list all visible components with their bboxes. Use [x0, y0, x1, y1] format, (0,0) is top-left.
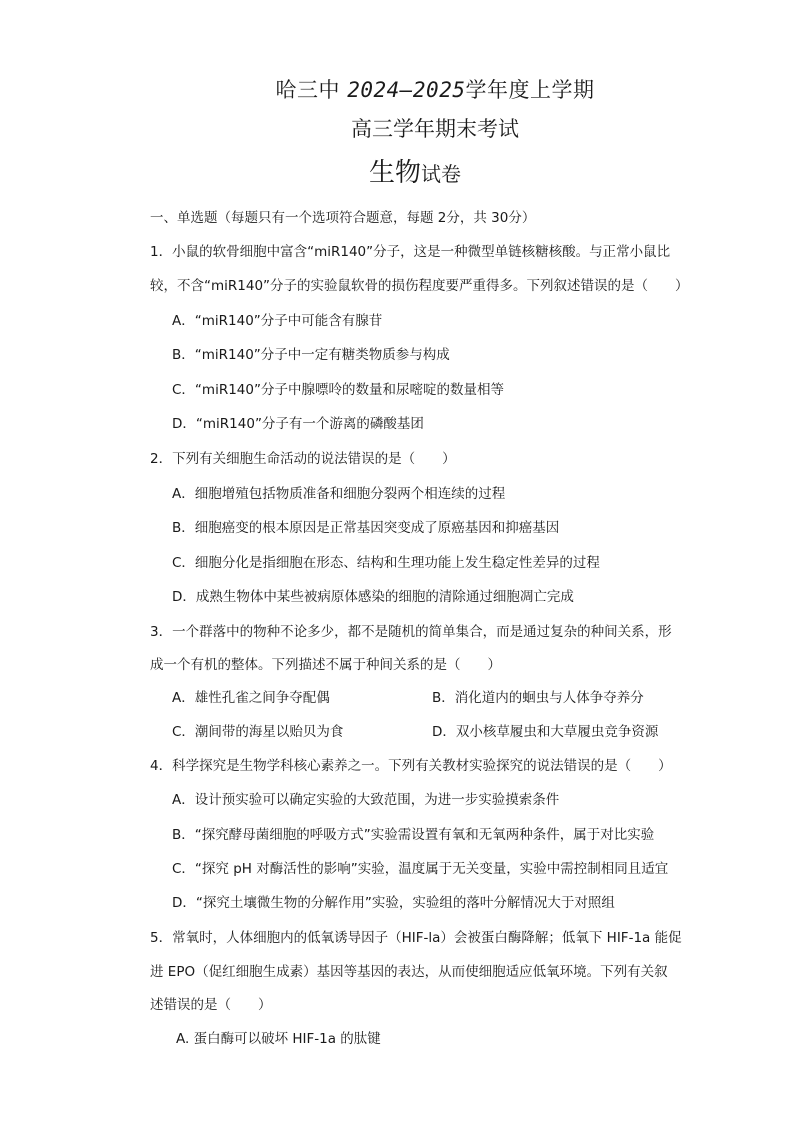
- question-5-stem-line2: 进 EPO（促红细胞生成素）基因等基因的表达，从而使细胞适应低氧环境。下列有关叙: [150, 964, 668, 980]
- question-1-option-d: D．“miR140”分子有一个游离的磷酸基团: [172, 416, 424, 432]
- question-2-option-a: A．细胞增殖包括物质准备和细胞分裂两个相连续的过程: [172, 486, 506, 502]
- question-5-stem-line3: 述错误的是（ ）: [150, 997, 272, 1013]
- question-1-option-b: B．“miR140”分子中一定有糖类物质参与构成: [172, 347, 450, 363]
- question-4-option-c: C．“探究 pH 对酶活性的影响”实验，温度属于无关变量，实验中需控制相同且适宜: [172, 861, 669, 877]
- question-2-option-b: B．细胞癌变的根本原因是正常基因突变成了原癌基因和抑癌基因: [172, 520, 560, 536]
- question-2-option-c: C．细胞分化是指细胞在形态、结构和生理功能上发生稳定性差异的过程: [172, 555, 600, 571]
- question-3-option-c: C．潮间带的海星以贻贝为食: [172, 724, 344, 740]
- paper-label: 试卷: [421, 162, 461, 186]
- question-1-stem-line1: 1．小鼠的软骨细胞中富含“miR140”分子，这是一种微型单链核糖核酸。与正常小鼠比: [150, 244, 671, 260]
- subject-name: 生物: [368, 158, 421, 188]
- question-4-option-b: B．“探究酵母菌细胞的呼吸方式”实验需设置有氧和无氧两种条件，属于对比实验: [172, 827, 655, 843]
- question-3-option-d: D．双小核草履虫和大草履虫竞争资源: [432, 724, 659, 740]
- question-4-option-a: A．设计预实验可以确定实验的大致范围，为进一步实验摸索条件: [172, 792, 560, 808]
- term: 学年度上学期: [465, 78, 595, 102]
- exam-title-line1: [0, 74, 794, 104]
- question-4-option-d: D．“探究土壤微生物的分解作用”实验，实验组的落叶分解情况大于对照组: [172, 895, 615, 911]
- school-name: 哈三中: [275, 78, 348, 102]
- question-5-stem-line1: 5．常氧时，人体细胞内的低氧诱导因子（HIF-la）会被蛋白酶降解；低氧下 HIF-1a 能促: [150, 930, 682, 946]
- question-5-option-a: A. 蛋白酶可以破坏 HIF-1a 的肽键: [176, 1031, 381, 1047]
- question-2-option-d: D．成熟生物体中某些被病原体感染的细胞的清除通过细胞凋亡完成: [172, 589, 574, 605]
- question-1-option-c: C．“miR140”分子中腺嘌呤的数量和尿嘧啶的数量相等: [172, 382, 504, 398]
- school-year: 2024—2025: [347, 78, 466, 102]
- question-4-stem: 4．科学探究是生物学科核心素养之一。下列有关教材实验探究的说法错误的是（ ）: [150, 758, 672, 774]
- question-3-stem-line1: 3．一个群落中的物种不论多少，都不是随机的简单集合，而是通过复杂的种间关系，形: [150, 624, 672, 640]
- exam-title-line2: 高三学年期末考试: [351, 117, 519, 141]
- section-heading: 一、单选题（每题只有一个选项符合题意，每题 2分，共 30分）: [150, 210, 536, 226]
- question-2-stem: 2．下列有关细胞生命活动的说法错误的是（ ）: [150, 451, 456, 467]
- question-3-option-b: B．消化道内的蛔虫与人体争夺养分: [432, 690, 644, 706]
- exam-subject-title: [0, 152, 794, 189]
- question-3-option-a: A．雄性孔雀之间争夺配偶: [172, 690, 330, 706]
- question-3-stem-line2: 成一个有机的整体。下列描述不属于种间关系的是（ ）: [150, 657, 501, 673]
- question-1-stem-line2: 较，不含“miR140”分子的实验鼠软骨的损伤程度要严重得多。下列叙述错误的是（ ）: [150, 278, 689, 294]
- question-1-option-a: A．“miR140”分子中可能含有腺苷: [172, 313, 383, 329]
